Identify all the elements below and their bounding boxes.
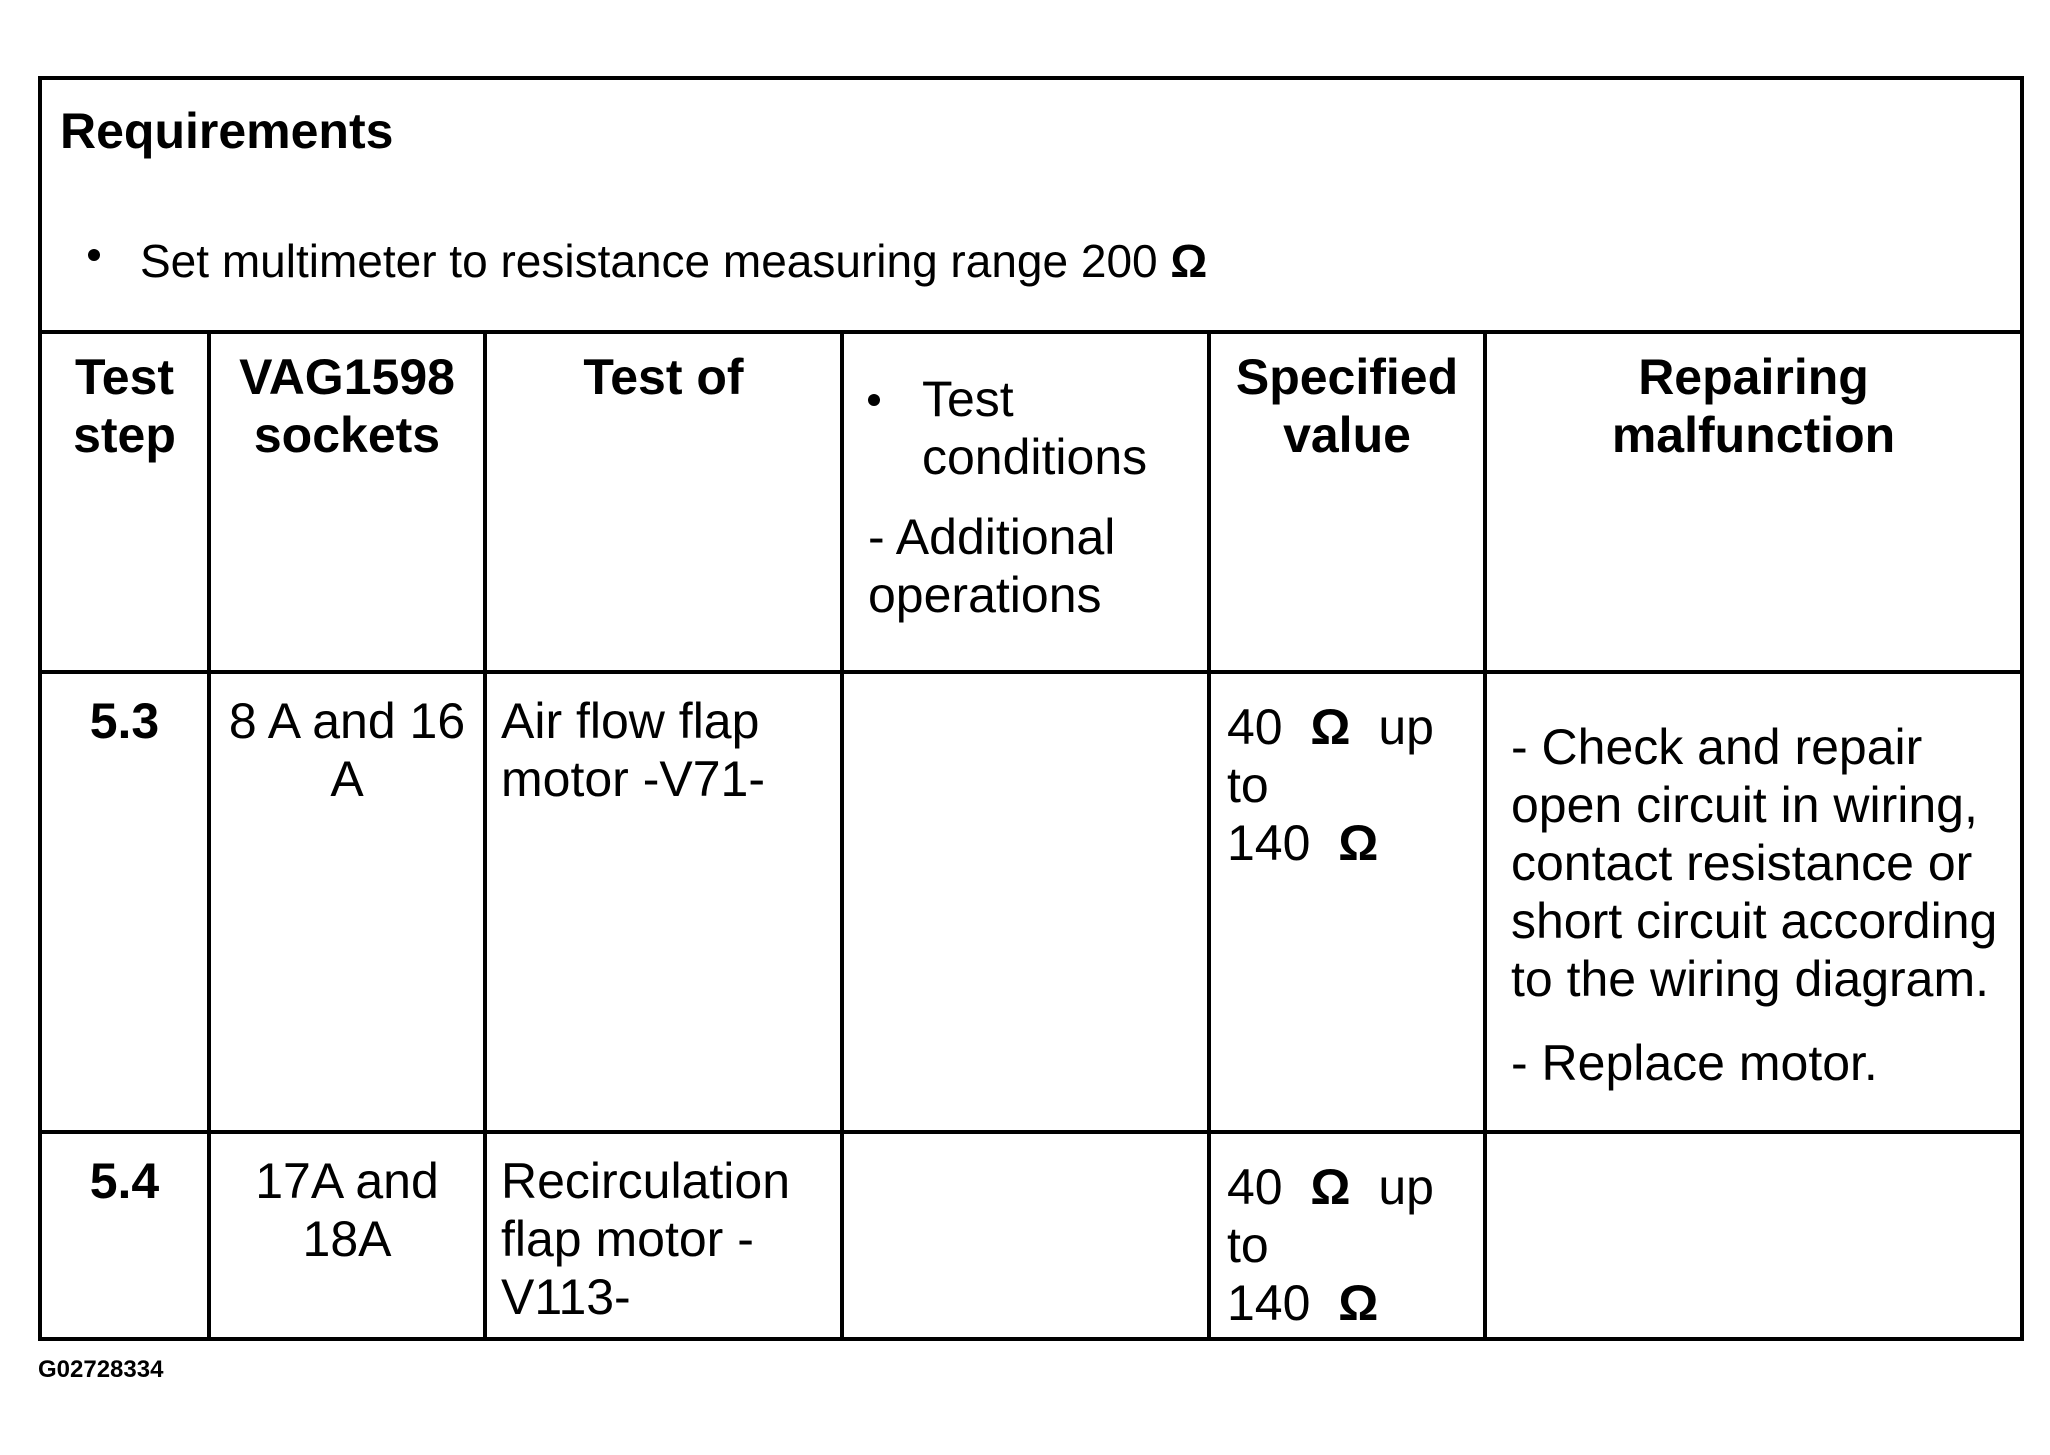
requirements-section	[42, 80, 2020, 334]
repair-step: - Check and repair open circuit in wiring, contact resistance or short circuit according to the wiring diagram.	[1511, 719, 1998, 1007]
cell-conditions	[842, 672, 1209, 1132]
conditions-bullet	[844, 330, 1207, 486]
table-row	[42, 672, 2020, 1132]
ohm-symbol: Ω	[1338, 1275, 1379, 1331]
header-row	[42, 330, 2020, 672]
cell-repairing	[1485, 1132, 2020, 1341]
cell-specified-value: 40 Ω up to 140 Ω	[1209, 672, 1485, 1132]
header-specified-value: Specified value	[1209, 330, 1485, 672]
cell-test-of: Recirculation flap motor - V113-	[485, 1132, 842, 1341]
header-repairing: Repairing malfunction	[1485, 330, 2020, 672]
cell-sockets: 17A and 18A	[209, 1132, 485, 1341]
requirements-item	[88, 234, 1207, 288]
cell-test-of: Air flow flap motor -V71-	[485, 672, 842, 1132]
cell-specified-value: 40 Ω up to 140 Ω	[1209, 1132, 1485, 1341]
requirements-item-text: Set multimeter to resistance measuring range 200	[140, 235, 1158, 287]
conditions-bullet-text: Test conditions	[922, 371, 1148, 485]
bullet-icon	[868, 394, 880, 406]
header-test-step: Test step	[42, 330, 209, 672]
cell-step: 5.3	[42, 672, 209, 1132]
bullet-icon	[88, 249, 100, 261]
ohm-symbol: Ω	[1310, 1159, 1351, 1215]
header-test-of: Test of	[485, 330, 842, 672]
table-row	[42, 1132, 2020, 1341]
test-table	[42, 330, 2020, 1341]
ohm-symbol: Ω	[1310, 699, 1351, 755]
ohm-symbol: Ω	[1170, 235, 1208, 287]
header-conditions	[842, 330, 1209, 672]
ohm-symbol: Ω	[1338, 815, 1379, 871]
conditions-additional: - Additional operations	[868, 509, 1116, 623]
cell-sockets: 8 A and 16 A	[209, 672, 485, 1132]
header-sockets: VAG1598 sockets	[209, 330, 485, 672]
requirements-title: Requirements	[60, 103, 394, 159]
repair-step: - Replace motor.	[1511, 1035, 1878, 1091]
cell-step: 5.4	[42, 1132, 209, 1341]
requirements-table-frame	[38, 76, 2024, 1341]
figure-id: G02728334	[38, 1356, 164, 1383]
cell-repairing	[1485, 672, 2020, 1132]
cell-conditions	[842, 1132, 1209, 1341]
